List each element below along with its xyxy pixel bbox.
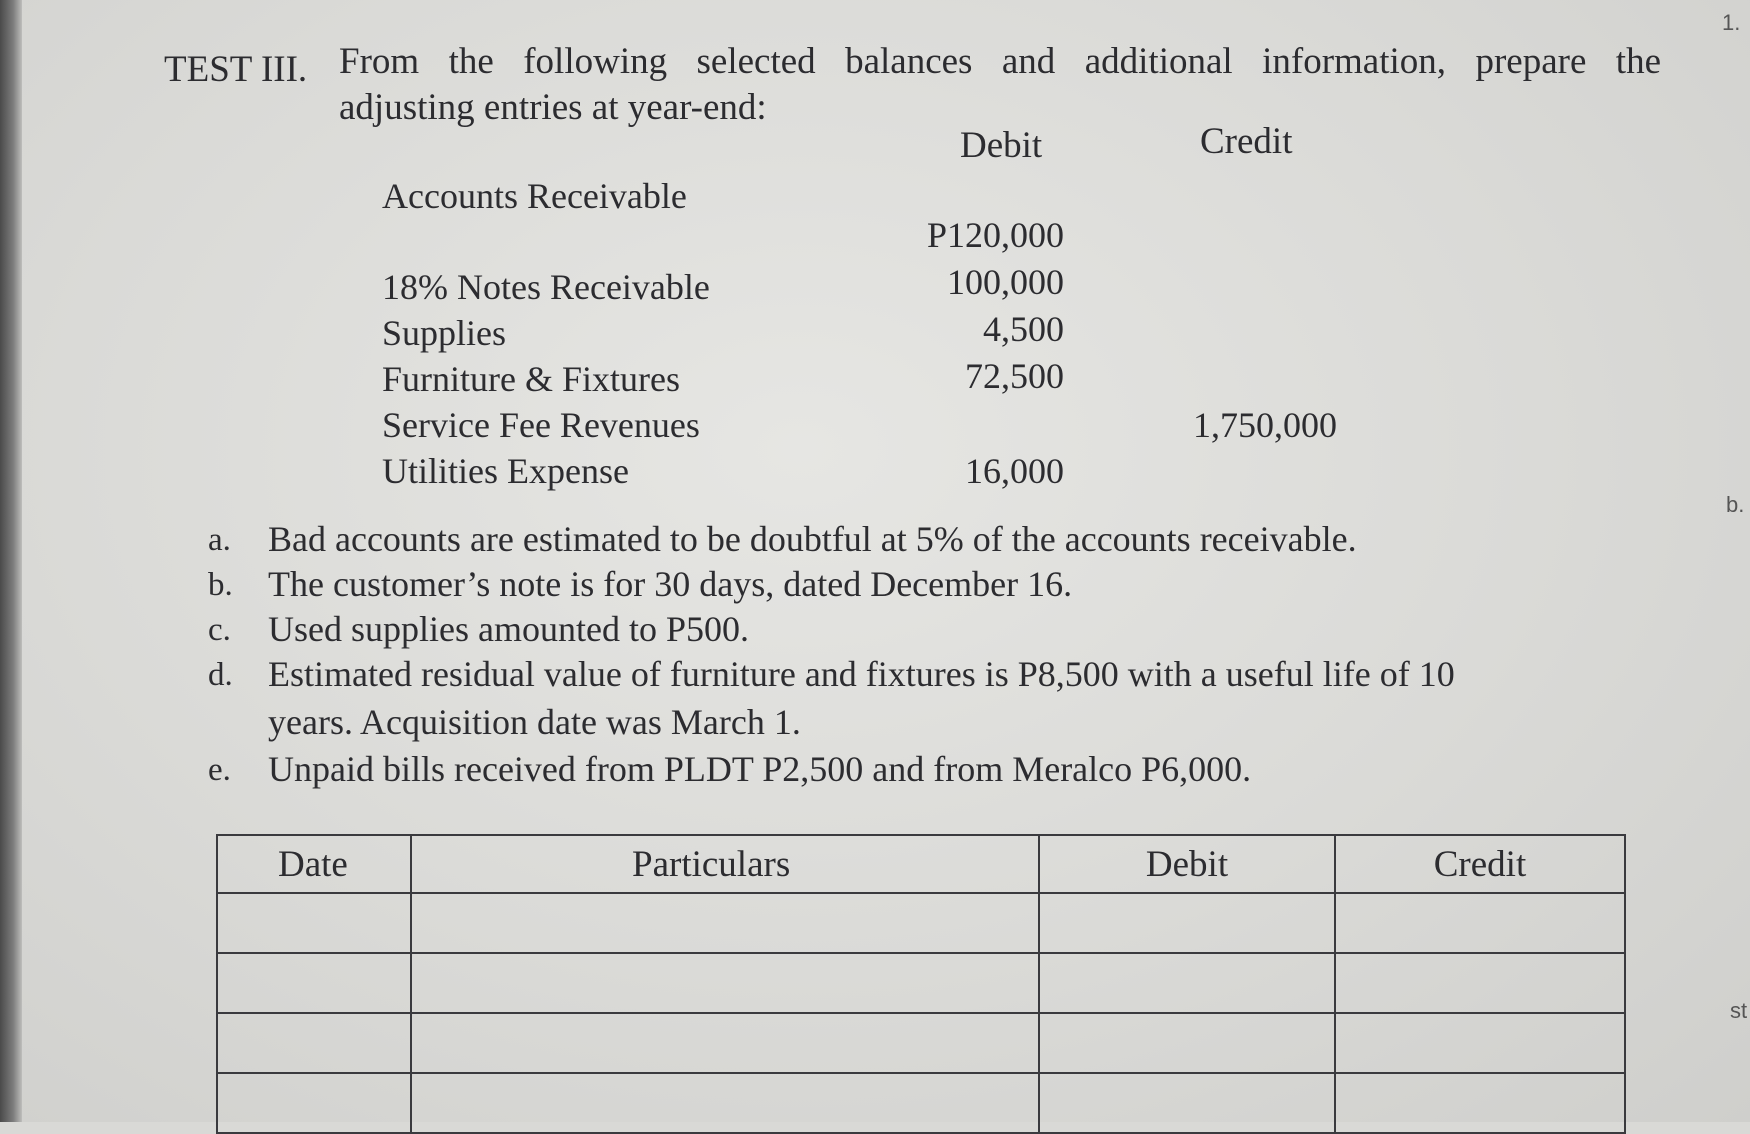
item-text: Used supplies amounted to P500. <box>268 609 749 649</box>
date-cell[interactable] <box>217 1073 411 1133</box>
column-header-credit: Credit <box>1335 835 1625 893</box>
journal-table <box>216 834 1626 1134</box>
column-header-debit: Debit <box>1039 835 1335 893</box>
particulars-cell[interactable] <box>411 1013 1039 1073</box>
item-letter: b. <box>208 567 233 603</box>
credit-cell[interactable] <box>1335 1073 1625 1133</box>
test-label: TEST III. <box>164 49 308 90</box>
account-name: Service Fee Revenues <box>382 405 700 445</box>
instruction-line-2: adjusting entries at year-end: <box>339 87 767 128</box>
item-letter: e. <box>208 752 231 788</box>
debit-cell[interactable] <box>1039 893 1335 953</box>
account-credit: 1,750,000 <box>1193 405 1337 445</box>
journal-row <box>217 1013 1625 1073</box>
debit-cell[interactable] <box>1039 953 1335 1013</box>
instruction-text-1: From the following selected balances and additional information, prepare the <box>339 41 1661 82</box>
column-header-date: Date <box>217 835 411 893</box>
page-left-edge <box>0 0 22 1122</box>
credit-cell[interactable] <box>1335 1013 1625 1073</box>
account-debit: 4,500 <box>983 309 1064 349</box>
credit-cell[interactable] <box>1335 953 1625 1013</box>
account-debit: 16,000 <box>965 451 1064 491</box>
debit-cell[interactable] <box>1039 1073 1335 1133</box>
journal-row <box>217 1073 1625 1133</box>
item-text: Bad accounts are estimated to be doubtful at 5% of the accounts receivable. <box>268 519 1357 559</box>
instruction-line-1 <box>339 40 1661 83</box>
balances-credit-header: Credit <box>1200 121 1293 162</box>
journal-row <box>217 953 1625 1013</box>
account-name: 18% Notes Receivable <box>382 267 710 307</box>
particulars-cell[interactable] <box>411 953 1039 1013</box>
account-name: Supplies <box>382 313 507 353</box>
account-name: Utilities Expense <box>382 451 629 491</box>
item-letter: d. <box>208 657 233 693</box>
item-text-continued: years. Acquisition date was March 1. <box>268 702 801 742</box>
balances-debit-header: Debit <box>960 125 1043 166</box>
debit-cell[interactable] <box>1039 1013 1335 1073</box>
column-header-particulars: Particulars <box>411 835 1039 893</box>
item-letter: c. <box>208 612 231 648</box>
item-text: Estimated residual value of furniture and fixtures is P8,500 with a useful life of 10 <box>268 654 1455 694</box>
margin-note: st <box>1730 998 1748 1023</box>
item-letter: a. <box>208 522 231 558</box>
journal-row <box>217 893 1625 953</box>
date-cell[interactable] <box>217 1013 411 1073</box>
account-name: Accounts Receivable <box>382 176 687 216</box>
particulars-cell[interactable] <box>411 1073 1039 1133</box>
date-cell[interactable] <box>217 953 411 1013</box>
account-debit: P120,000 <box>926 215 1064 255</box>
account-name: Furniture & Fixtures <box>382 359 680 399</box>
item-text: The customer’s note is for 30 days, dated December 16. <box>268 564 1073 604</box>
date-cell[interactable] <box>217 893 411 953</box>
journal-header-row <box>217 835 1625 893</box>
item-text: Unpaid bills received from PLDT P2,500 and from Meralco P6,000. <box>268 749 1252 789</box>
margin-note: b. <box>1726 492 1745 517</box>
credit-cell[interactable] <box>1335 893 1625 953</box>
particulars-cell[interactable] <box>411 893 1039 953</box>
account-debit: 100,000 <box>947 262 1064 302</box>
account-debit: 72,500 <box>965 356 1064 396</box>
margin-note: 1. <box>1722 10 1741 35</box>
